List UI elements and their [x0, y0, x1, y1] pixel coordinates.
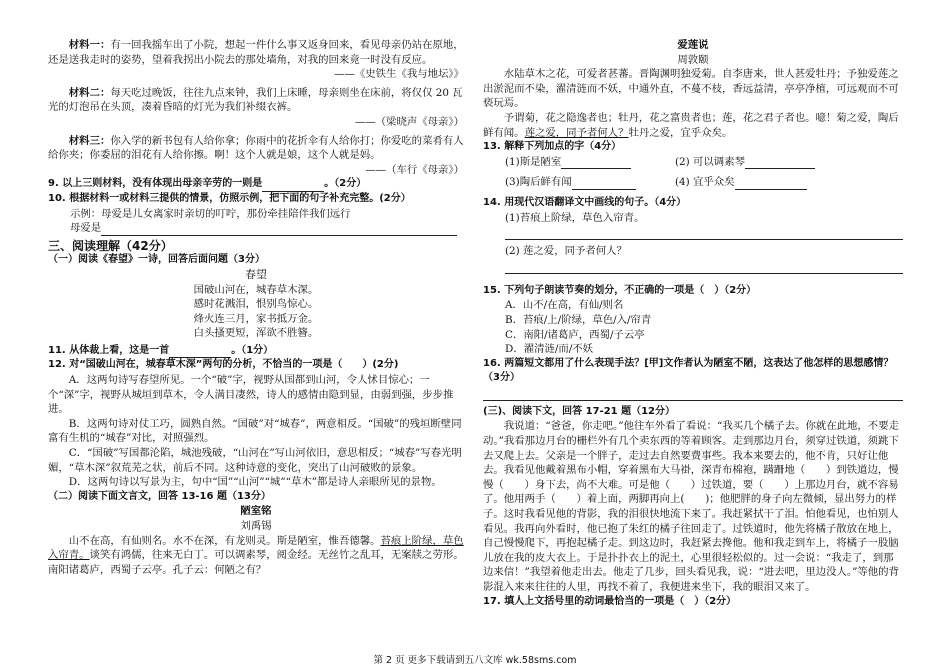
subsection-2-heading: （二）阅读下面文言文，回答 13-16 题（13分）: [48, 490, 271, 502]
question-10: 10. 根据材料一或材料三提供的情景，仿照示例，把下面的句子补充完整。(2分）: [48, 192, 411, 204]
q14-item-2: (2) 莲之爱，同予者何人？: [505, 245, 627, 258]
right-column: [483, 38, 903, 609]
q12-option-c: C．“国破”写国都沦陷，城池残破，“山河在”写山河依旧，意思相反；“城春”写春光明媚，“草木深”叙荒芜之状，前后不同。这种诗意的变化，突出了山河破败的景象。: [48, 447, 462, 474]
question-11: 11. 从体裁上看，这是一首 。（1分）: [48, 344, 464, 359]
q15-option-a: A．山不/在高，有仙/则名: [505, 299, 624, 312]
als-author: 周敦颐: [677, 53, 709, 66]
answer-blank[interactable]: [572, 179, 636, 190]
answer-line[interactable]: [483, 386, 903, 401]
lsm-title: 陋室铭: [240, 505, 272, 518]
q12-option-d: D．这两句诗以写景为主，句中“国”“山河”“城”“草木”都是诗人亲眼所见的景物。: [68, 476, 442, 489]
page-footer: 第 2 页 更多下载请到五八文库 wk.58sms.com: [373, 655, 577, 666]
question-9: 9. 以上三则材料，没有体现出母亲辛劳的一则是 。（2分）: [48, 177, 464, 192]
answer-blank[interactable]: [169, 347, 231, 358]
q14-item-1: (1)苔痕上阶绿，草色入帘青。: [505, 211, 645, 224]
poem-title: 春望: [245, 267, 267, 281]
question-13: 13. 解释下列加点的字（4分）: [483, 141, 622, 153]
q12-option-b: B．这两句诗对仗工巧，圆熟自然。“国破”对“城春”，两意相反。“国破”的残垣断壁同富有生机的“城春”对比，对照强烈。: [48, 417, 462, 445]
q15-option-d: D．濯清涟/而/不妖: [505, 343, 594, 356]
poem-line: 感时花溅泪，恨别鸟惊心。: [193, 298, 319, 311]
beiying-text: 我说道：“爸爸，你走吧。”他往车外看了看说：“我买几个橘子去。你就在此地，不要走动。”我看那边月台的栅栏外有几个卖东西的等着顾客。走到那边月台，须穿过铁道，须跳下去又爬上去。父亲是一个胖子，走过去自然要费事些。我本来要去的，他不肯，只好让他去。我看见他戴着黑布小帽，穿着黑布大马褂，深青布棉袍，蹒跚地（ ）到铁道边，慢慢（ ）身下去，尚不大难。可是他（ ）过铁道，要（ ）上那边月台，就不容易了。他用两手（ ）着上面，两脚再向上( )；他肥胖的身子向左微倾，显出努力的样子。这时我看见他的背影，我的泪很快地流下来了。我赶紧拭干了泪。怕他看见，也怕别人看见。我再向外看时，他已抱了朱红的橘子往回走了。过铁道时，他先将橘子散放在地上，自己慢慢爬下，再抱起橘子走。到这边时，我赶紧去搀他。他和我走到车上，将橘子一股脑儿放在我的皮大衣上。于是扑扑衣上的泥土，心里很轻松似的。过一会说：“我走了，到那边来信！”我望着他走出去。他走了几步，回头看见我，说：“进去吧，里边没人。”等他的背影混入来来往往的人里，再找不着了，我便进来坐下，我的眼泪又来了。: [483, 420, 899, 593]
answer-line[interactable]: [505, 225, 903, 240]
question-16: 16. 两篇短文都用了什么表现手法？[甲]文作者认为陋室不陋，这表达了他怎样的思想感情？（3分）: [483, 357, 894, 384]
answer-blank[interactable]: [735, 179, 807, 190]
als-text-1: 水陆草木之花，可爱者甚蕃。晋陶渊明独爱菊。自李唐来，世人甚爱牡丹；予独爱莲之出淤泥而不染，濯清涟而不妖，中通外直，不蔓不枝，香远益清，亭亭净植，可远观而不可亵玩焉。: [483, 68, 899, 110]
question-15: 15. 下列句子朗读节奏的划分，不正确的一项是（ ）（2分）: [483, 284, 757, 296]
question-14: 14. 用现代汉语翻译文中画线的句子。（4分）: [483, 196, 687, 208]
q13-row-1: (1)斯是陋室 (2) 可以调素琴: [483, 155, 903, 170]
q15-option-b: B．苔痕/上/阶绿，草色/入/帘青: [505, 313, 652, 326]
material-2-source: ——（梁晓声《母亲》）: [354, 115, 464, 128]
als-title: 爱莲说: [677, 39, 709, 51]
subsection-3-heading: (三)、阅读下文，回答 17-21 题（12分）: [483, 405, 676, 417]
poem-line: 烽火连三月，家书抵万金。: [193, 312, 319, 325]
answer-blank[interactable]: [262, 181, 324, 192]
answer-blank[interactable]: [745, 158, 815, 169]
answer-blank[interactable]: [101, 225, 457, 236]
q10-example: 示例：母爱是儿女离家时亲切的叮咛，那份牵挂陪伴我们远行: [70, 207, 351, 220]
material-1-source: ——《史铁生《我与地坛》》: [334, 68, 464, 81]
section-3-heading: 三、阅读理解（42分）: [48, 238, 173, 253]
poem-line: 国破山河在，城春草木深。: [193, 283, 319, 296]
material-3-source: ——（车行《母亲》）: [365, 163, 464, 176]
left-column: [48, 38, 464, 577]
q10-answer: 母爱是: [48, 221, 464, 236]
lsm-author: 刘禹锡: [240, 520, 272, 532]
q13-row-2: (3)陶后鲜有闻 (4) 宜乎众矣: [483, 175, 903, 190]
poem-line: 白头搔更短，浑欲不胜簪。: [193, 327, 319, 340]
q12-option-a: A．这两句诗写春望所见。一个“破”字，视野从国都到山河，令人怵目惊心；一个“深”字，视野从城垣到草木，令人满目凄然，诗人的感情由隐到显，由弱到强，步步推进。: [48, 374, 454, 416]
q15-option-c: C．南阳/诸葛庐，西蜀/子云亭: [505, 328, 645, 341]
answer-blank[interactable]: [561, 158, 631, 169]
question-12: 12. 对“国破山河在，城春草木深”两句的分析，不恰当的一项是（ ）(2分): [48, 359, 399, 371]
als-text-2: 予谓菊，花之隐逸者也；牡丹，花之富贵者也；莲，花之君子者也。噫！菊之爱，陶后鲜有闻。莲之爱，同予者何人？牡丹之爱，宜乎众矣。: [483, 111, 899, 139]
lsm-text: 山不在高，有仙则名。水不在深，有龙则灵。斯是陋室，惟吾德馨。苔痕上阶绿，草色入帘青。谈笑有鸿儒，往来无白丁。可以调素琴，阅金经。无丝竹之乱耳，无案牍之劳形。南阳诸葛庐，西蜀子云亭。孔子云：何陋之有？: [48, 534, 464, 576]
answer-line[interactable]: [505, 259, 903, 274]
material-2: 材料二：每天吃过晚饭，往往九点来钟，我们上床睡，母亲则坐在床前，将仅仅 20 瓦光的灯泡吊在头顶，凑着昏暗的灯光为我们补缀衣裤。: [48, 86, 463, 114]
material-1: 材料一：有一回我摇车出了小院，想起一件什么事又返身回来，看见母亲仍站在原地，还是送我走时的姿势，望着我拐出小院去的那处墙角，对我的回来竟一时没有反应。: [48, 39, 464, 66]
question-17: 17. 填人上文括号里的动词最恰当的一项是（ ）（2分）: [483, 595, 737, 607]
material-3: 材料三：你入学的新书包有人给你拿；你雨中的花折伞有人给你打；你爱吃的菜肴有人给你夹；你委屈的泪花有人给你擦。啊！这个人就是娘，这个人就是妈。: [48, 134, 464, 162]
subsection-1-heading: （一）阅读《春望》一诗，回答后面问题（3分）: [48, 254, 265, 266]
